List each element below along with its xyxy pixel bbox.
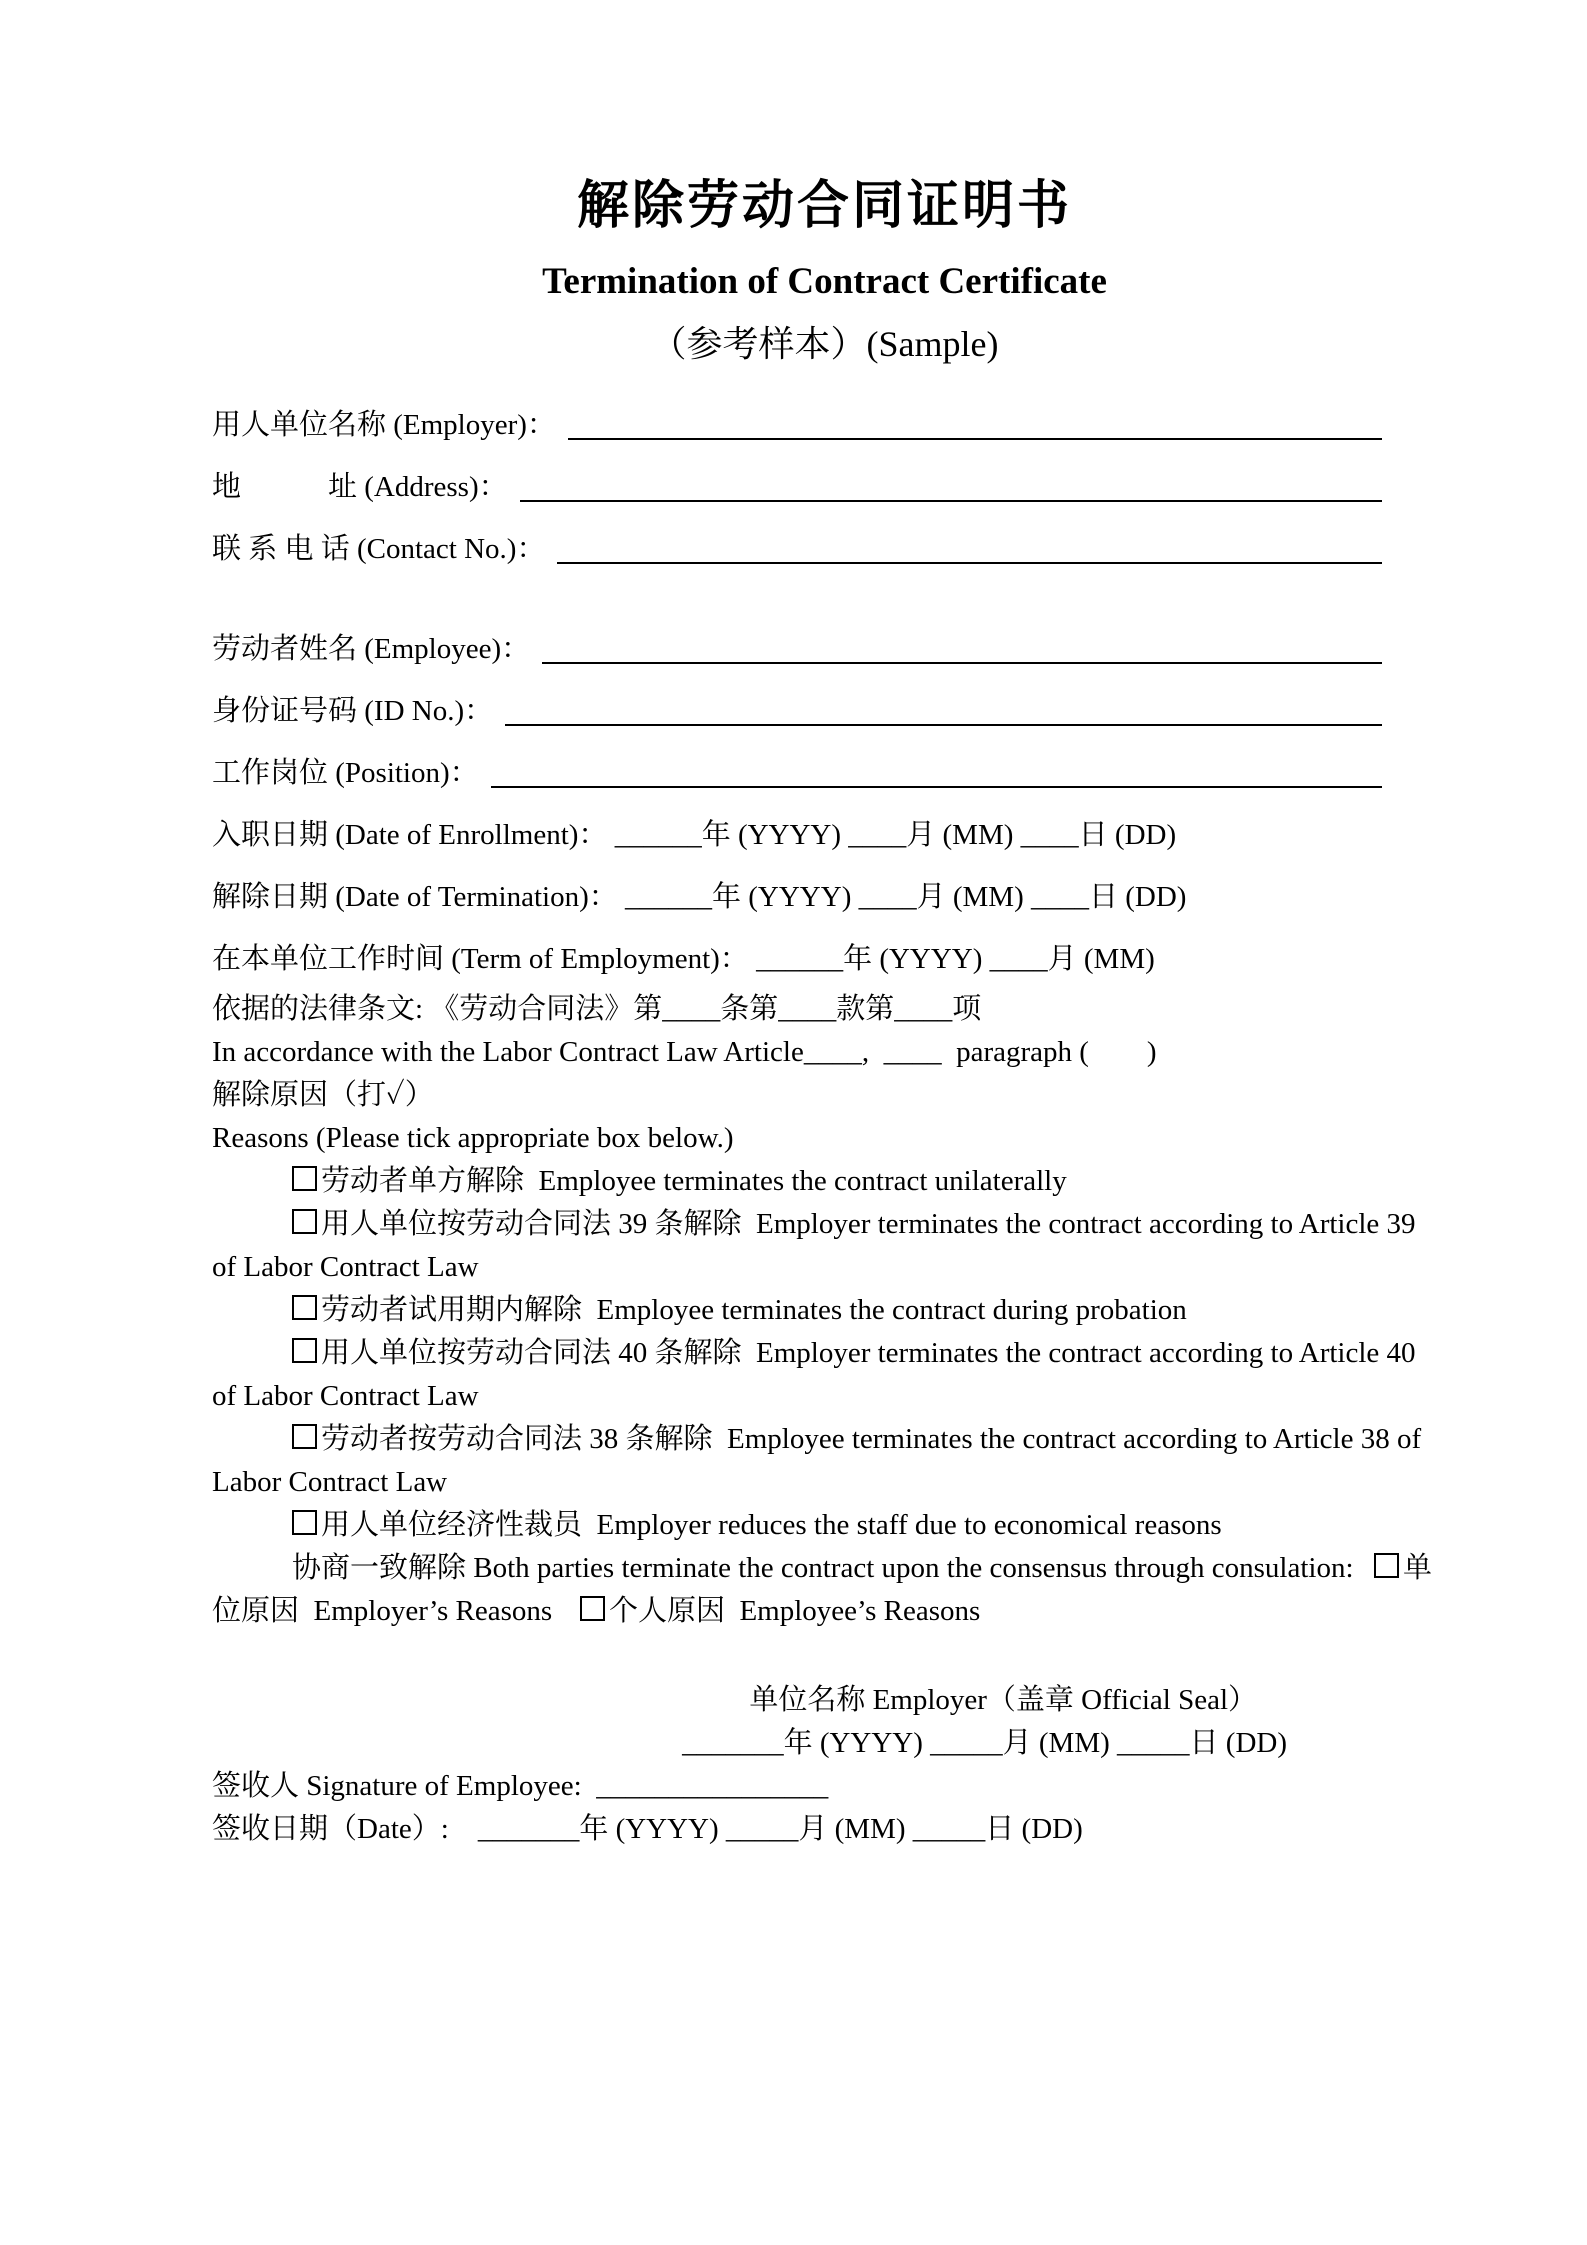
consensus-option-employer: 单位原因 Employer’s Reasons (212, 1552, 1433, 1627)
form-body (212, 404, 1437, 1851)
date-row-term-of-employment (212, 938, 1437, 980)
employee-blank-line[interactable] (542, 628, 1382, 664)
receipt-date-label: 签收日期（Date）: (212, 1813, 478, 1845)
field-row-employee (212, 628, 1437, 670)
reason-text: 劳动者按劳动合同法 38 条解除 Employee terminates the contract according to Article 38 of Labor Contract Law (212, 1423, 1429, 1498)
field-row-id (212, 690, 1437, 732)
reason-text: 劳动者单方解除 Employee terminates the contract unilaterally (321, 1165, 1067, 1197)
reason-text: 用人单位按劳动合同法 39 条解除 Employer terminates the contract according to Article 39 of Labor Contract Law (212, 1208, 1423, 1283)
termination-blanks[interactable]: ______年 (YYYY) ____月 (MM) ____日 (DD) (625, 881, 1187, 913)
legal-basis-en: In accordance with the Labor Contract Law Article____, ____ paragraph ( ) (212, 1036, 1157, 1068)
enrollment-label: 入职日期 (Date of Enrollment)： (212, 819, 615, 851)
reason-heading-en: Reasons (Please tick appropriate box below.) (212, 1122, 734, 1154)
employer-label: 用人单位名称 (Employer)： (212, 409, 556, 441)
field-row-employer (212, 404, 1437, 446)
seal-name-line: 单位名称 Employer（盖章 Official Seal） (749, 1684, 1257, 1716)
checkbox-icon[interactable] (292, 1166, 317, 1191)
term-label: 在本单位工作时间 (Term of Employment)： (212, 943, 757, 975)
reason-text: 用人单位按劳动合同法 40 条解除 Employer terminates the contract according to Article 40 of Labor Contract Law (212, 1337, 1423, 1412)
reason-item-article-38 (212, 1418, 1437, 1504)
reason-heading-cn: 解除原因（打✓） (212, 1079, 434, 1111)
termination-label: 解除日期 (Date of Termination)： (212, 881, 626, 913)
legal-basis-cn: 依据的法律条文: 《劳动合同法》第____条第____款第____项 (212, 993, 982, 1025)
id-label: 身份证号码 (ID No.)： (212, 695, 494, 727)
contact-label: 联 系 电 话 (Contact No.)： (212, 533, 546, 565)
signature-label: 签收人 Signature of Employee: (212, 1770, 597, 1802)
field-row-position (212, 752, 1437, 794)
field-row-contact (212, 528, 1437, 570)
position-blank-line[interactable] (491, 752, 1382, 788)
checkbox-icon[interactable] (292, 1510, 317, 1535)
address-label: 地 址 (Address)： (212, 471, 508, 503)
checkbox-icon[interactable] (292, 1338, 317, 1363)
id-blank-line[interactable] (505, 690, 1382, 726)
employer-blank-line[interactable] (568, 404, 1382, 440)
checkbox-icon[interactable] (292, 1295, 317, 1320)
consensus-text: 协商一致解除 Both parties terminate the contract upon the consensus through consulation: (292, 1552, 1369, 1584)
consensus-option-employee: 个人原因 Employee’s Reasons (608, 1595, 981, 1627)
reason-item-article-40 (212, 1332, 1437, 1418)
receipt-date-blanks[interactable]: _______年 (YYYY) _____月 (MM) _____日 (DD) (477, 1813, 1083, 1845)
document-title-cn: 解除劳动合同证明书 (576, 178, 1072, 235)
reason-item-unilateral (212, 1160, 1437, 1203)
checkbox-icon[interactable] (580, 1596, 605, 1621)
reason-item-staff-reduction (212, 1504, 1437, 1547)
signature-blank[interactable]: ________________ (596, 1770, 829, 1802)
field-row-address (212, 466, 1437, 508)
employee-label: 劳动者姓名 (Employee)： (212, 633, 531, 665)
address-blank-line[interactable] (520, 466, 1382, 502)
reason-text: 劳动者试用期内解除 Employee terminates the contract during probation (321, 1294, 1187, 1326)
reason-item-article-39 (212, 1203, 1437, 1289)
consensus-line (212, 1547, 1437, 1633)
checkbox-icon[interactable] (292, 1209, 317, 1234)
position-label: 工作岗位 (Position)： (212, 757, 479, 789)
signature-line (212, 1765, 1437, 1808)
reason-text: 用人单位经济性裁员 Employer reduces the staff due to economical reasons (321, 1509, 1222, 1541)
checkbox-icon[interactable] (292, 1424, 317, 1449)
date-row-enrollment (212, 814, 1437, 856)
document-subtitle: （参考样本）(Sample) (650, 324, 999, 364)
reason-item-probation (212, 1289, 1437, 1332)
receipt-date-line (212, 1808, 1437, 1851)
term-blanks[interactable]: ______年 (YYYY) ____月 (MM) (756, 943, 1155, 975)
enrollment-blanks[interactable]: ______年 (YYYY) ____月 (MM) ____日 (DD) (614, 819, 1177, 851)
checkbox-icon[interactable] (1374, 1553, 1399, 1578)
date-row-termination (212, 876, 1437, 918)
seal-date-line: _______年 (YYYY) _____月 (MM) _____日 (DD) (682, 1727, 1287, 1759)
document-title-en: Termination of Contract Certificate (542, 261, 1107, 302)
contact-blank-line[interactable] (557, 528, 1382, 564)
